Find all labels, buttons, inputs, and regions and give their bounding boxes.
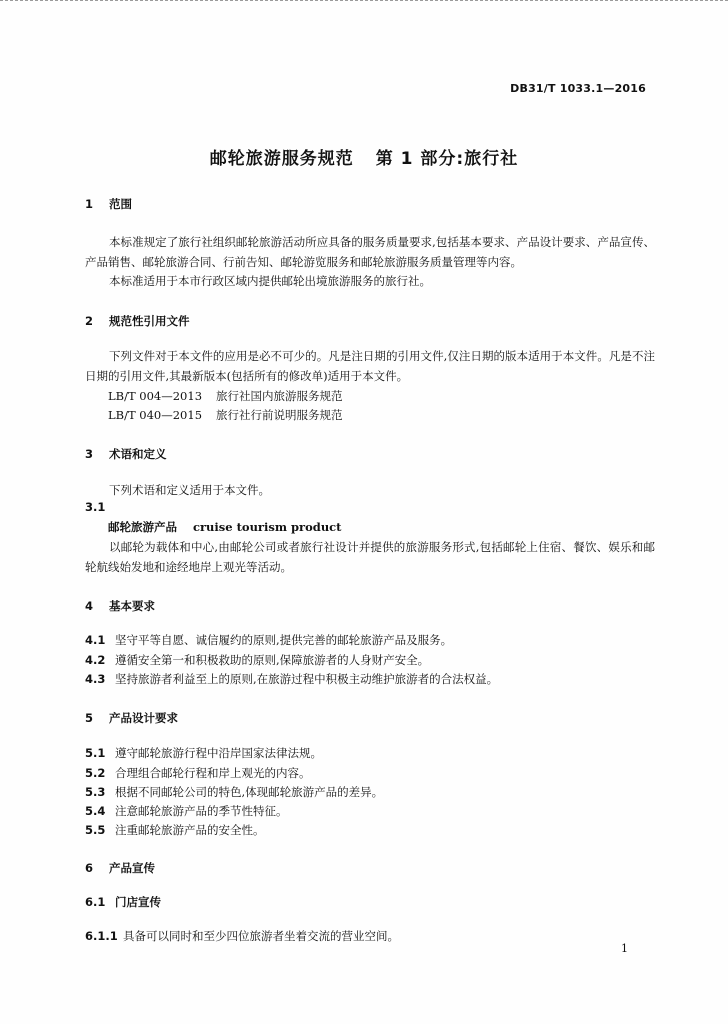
term-number: 3.1 (85, 500, 106, 514)
subsection-title: 门店宣传 (115, 895, 161, 909)
section-number: 4 (85, 599, 94, 613)
clause-text: 注重邮轮旅游产品的安全性。 (115, 823, 265, 837)
clause-item (85, 671, 498, 687)
term-chinese: 邮轮旅游产品 (108, 520, 177, 534)
clause-text: 遵守邮轮旅游行程中沿岸国家法律法规。 (115, 746, 322, 760)
document-title (0, 144, 728, 169)
clause-number: 5.4 (85, 804, 106, 818)
subsection-number: 6.1 (85, 895, 106, 909)
section-heading-2 (85, 313, 190, 329)
clause-item (85, 784, 383, 800)
clause-number: 4.1 (85, 633, 106, 647)
term-definition: 以邮轮为载体和中心,由邮轮公司或者旅行社设计并提供的旅游服务形式,包括邮轮上住宿、餐饮、娱乐和邮轮航线始发地和途经地岸上观光等活动。 (85, 540, 655, 574)
clause-text: 坚持旅游者利益至上的原则,在旅游过程中积极主动维护旅游者的合法权益。 (115, 672, 499, 686)
section-heading-4 (85, 598, 155, 614)
clause-item (85, 632, 452, 648)
section-title: 基本要求 (109, 599, 155, 613)
clause-text: 合理组合邮轮行程和岸上观光的内容。 (115, 766, 311, 780)
clause-number: 5.2 (85, 766, 106, 780)
section-heading-5 (85, 710, 178, 726)
section-1-paragraph-1: 本标准规定了旅行社组织邮轮旅游活动所应具备的服务质量要求,包括基本要求、产品设计要求、产品宣传、产品销售、邮轮旅游合同、行前告知、邮轮游览服务和邮轮旅游服务质量管理等内容。 (85, 235, 655, 269)
section-number: 5 (85, 711, 94, 725)
clause-text: 注意邮轮旅游产品的季节性特征。 (115, 804, 288, 818)
clause-number: 5.5 (85, 823, 106, 837)
section-number: 1 (85, 197, 94, 211)
clause-item (85, 928, 399, 944)
section-title: 产品设计要求 (109, 711, 178, 725)
reference-code: LB/T 004—2013 (108, 389, 203, 403)
clause-number: 4.3 (85, 672, 106, 686)
clause-text: 根据不同邮轮公司的特色,体现邮轮旅游产品的差异。 (115, 785, 384, 799)
clause-text: 具备可以同时和至少四位旅游者坐着交流的营业空间。 (123, 929, 399, 943)
section-heading-1 (85, 196, 132, 212)
reference-code: LB/T 040—2015 (108, 408, 203, 422)
clause-number: 6.1.1 (85, 929, 118, 943)
reference-name: 旅行社行前说明服务规范 (216, 408, 343, 422)
section-1-paragraph-2: 本标准适用于本市行政区域内提供邮轮出境旅游服务的旅行社。 (109, 274, 431, 288)
scan-edge-divider (0, 0, 728, 4)
clause-text: 坚守平等自愿、诚信履约的原则,提供完善的邮轮旅游产品及服务。 (115, 633, 453, 647)
section-3-paragraph-1: 下列术语和定义适用于本文件。 (109, 483, 270, 497)
title-part: 第 1 部分:旅行社 (375, 149, 519, 169)
section-heading-3 (85, 446, 167, 462)
reference-item (108, 388, 343, 404)
document-id: DB31/T 1033.1—2016 (510, 82, 646, 95)
clause-item (85, 765, 311, 781)
section-heading-6 (85, 860, 155, 876)
reference-name: 旅行社国内旅游服务规范 (216, 389, 343, 403)
term-entry (108, 519, 342, 535)
clause-item (85, 803, 288, 819)
clause-item (85, 652, 429, 668)
clause-number: 5.1 (85, 746, 106, 760)
clause-number: 5.3 (85, 785, 106, 799)
subsection-heading-6-1 (85, 894, 161, 910)
section-title: 范围 (109, 197, 132, 211)
section-number: 2 (85, 314, 94, 328)
clause-item (85, 745, 322, 761)
section-title: 规范性引用文件 (109, 314, 190, 328)
section-number: 3 (85, 447, 94, 461)
reference-item (108, 407, 343, 423)
clause-text: 遵循安全第一和积极救助的原则,保障旅游者的人身财产安全。 (115, 653, 430, 667)
clause-item (85, 822, 265, 838)
title-main: 邮轮旅游服务规范 (209, 149, 354, 169)
clause-number: 4.2 (85, 653, 106, 667)
section-title: 术语和定义 (109, 447, 167, 461)
page-number: 1 (621, 942, 628, 955)
section-number: 6 (85, 861, 94, 875)
term-english: cruise tourism product (193, 520, 342, 534)
section-2-paragraph-1: 下列文件对于本文件的应用是必不可少的。凡是注日期的引用文件,仅注日期的版本适用于本文件。凡是不注日期的引用文件,其最新版本(包括所有的修改单)适用于本文件。 (85, 349, 655, 383)
section-title: 产品宣传 (109, 861, 155, 875)
